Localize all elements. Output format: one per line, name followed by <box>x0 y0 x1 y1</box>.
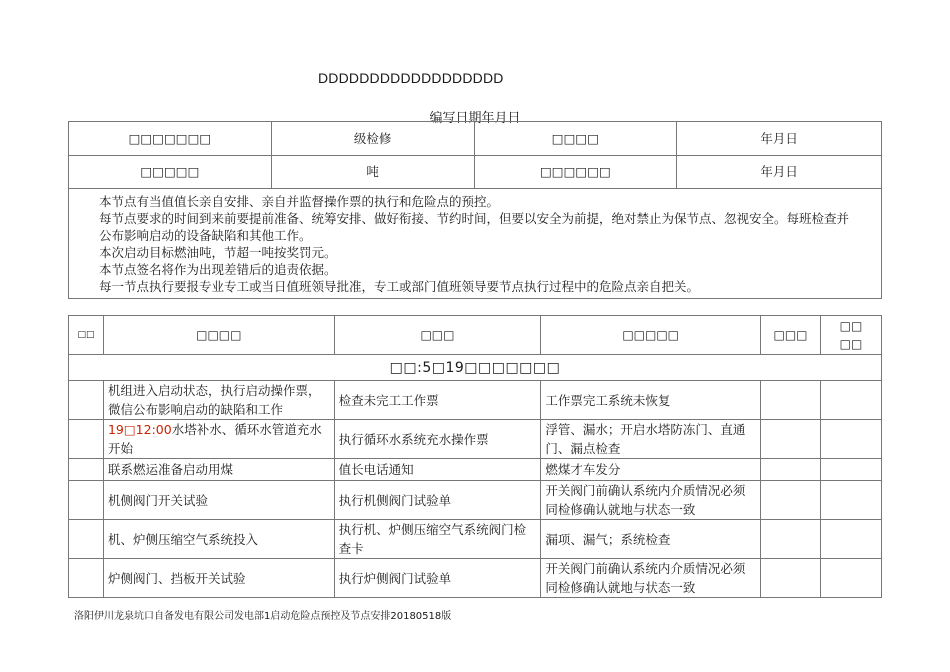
task-time: 19□12:00 <box>107 422 172 437</box>
document-date: 编写日期年月日 <box>429 111 521 126</box>
page-footer: 洛阳伊川龙泉坑口自备发电有限公司发电部1启动危险点预控及节点安排20180518版 <box>74 611 452 622</box>
task-cell: 联系燃运准备启动用煤 <box>103 459 334 481</box>
section-row <box>69 355 882 381</box>
note-line: 每一节点执行要报专业专工或当日值班领导批准，专工或部门值班领导要节点执行过程中的危险点亲自把关。 <box>99 278 700 294</box>
table-row <box>69 459 882 481</box>
table-row <box>69 420 882 459</box>
document-title: DDDDDDDDDDDDDDDDDD <box>318 70 504 86</box>
info-row <box>69 122 882 156</box>
measure-cell: 执行循环水系统充水操作票 <box>334 420 541 459</box>
header-cell <box>821 316 882 355</box>
risk-cell: 开关阀门前确认系统内介质情况必须同检修确认就地与状态一致 <box>541 559 761 598</box>
row-cell <box>821 420 882 459</box>
row-cell <box>69 459 104 481</box>
row-cell <box>69 420 104 459</box>
info-cell: 年月日 <box>677 122 882 156</box>
table-row <box>69 381 882 420</box>
measure-cell: 执行机侧阀门试验单 <box>334 481 541 520</box>
table-row <box>69 520 882 559</box>
risk-cell: 燃煤才车发分 <box>541 459 761 481</box>
row-cell <box>761 420 821 459</box>
row-cell <box>69 381 104 420</box>
task-cell: 机组进入启动状态，执行启动操作票，微信公布影响启动的缺陷和工作 <box>103 381 334 420</box>
note-line: 每节点要求的时间到来前要提前准备、统筹安排、做好衔接、节约时间，但要以安全为前提，绝对禁止为保节点、忽视安全。每班检查并公布影响启动的设备缺陷和其他工作。 <box>99 210 850 243</box>
header-row <box>69 316 882 355</box>
header-cell: □□□□□ <box>541 316 761 355</box>
info-cell: 吨 <box>271 156 474 189</box>
row-cell <box>821 381 882 420</box>
risk-cell: 工作票完工系统未恢复 <box>541 381 761 420</box>
info-row <box>69 156 882 189</box>
header-cell: □□□□ <box>103 316 334 355</box>
risk-cell: 开关阀门前确认系统内介质情况必须同检修确认就地与状态一致 <box>541 481 761 520</box>
risk-cell: 漏项、漏气；系统检查 <box>541 520 761 559</box>
info-cell: □□□□□ <box>69 156 272 189</box>
row-cell <box>69 559 104 598</box>
info-cell: □□□□□□ <box>474 156 677 189</box>
row-cell <box>761 520 821 559</box>
notes-cell <box>69 189 882 299</box>
info-cell: □□□□ <box>474 122 677 156</box>
row-cell <box>761 459 821 481</box>
task-text: 水塔补水、循环水管道充水开始 <box>107 422 322 456</box>
task-cell: 机、炉侧压缩空气系统投入 <box>103 520 334 559</box>
row-cell <box>761 481 821 520</box>
info-cell: □□□□□□□ <box>69 122 272 156</box>
task-cell: 炉侧阀门、挡板开关试验 <box>103 559 334 598</box>
table-row <box>69 481 882 520</box>
row-cell <box>69 520 104 559</box>
row-cell <box>821 481 882 520</box>
measure-cell: 执行机、炉侧压缩空气系统阀门检查卡 <box>334 520 541 559</box>
section-title: □□:5□19□□□□□□□ <box>69 355 882 381</box>
task-cell: 机侧阀门开关试验 <box>103 481 334 520</box>
row-cell <box>761 381 821 420</box>
info-cell: 级检修 <box>271 122 474 156</box>
info-table <box>68 121 882 299</box>
header-cell: □□ <box>69 316 104 355</box>
info-cell: 年月日 <box>677 156 882 189</box>
row-cell <box>821 520 882 559</box>
row-cell <box>821 459 882 481</box>
node-table <box>68 315 882 598</box>
header-cell: □□□ <box>334 316 541 355</box>
note-line: 本节点签名将作为出现差错后的追责依据。 <box>99 261 337 277</box>
note-line: 本次启动目标燃油吨，节超一吨按奖罚元。 <box>99 244 337 260</box>
row-cell <box>821 559 882 598</box>
header-cell: □□□ <box>761 316 821 355</box>
header-line: □□ <box>839 337 863 351</box>
measure-cell: 值长电话通知 <box>334 459 541 481</box>
row-cell <box>69 481 104 520</box>
row-cell <box>761 559 821 598</box>
note-line: 本节点有当值值长亲自安排、亲自并监督操作票的执行和危险点的预控。 <box>99 193 500 209</box>
notes-row <box>69 189 882 299</box>
table-row <box>69 559 882 598</box>
risk-cell: 浮管、漏水；开启水塔防冻门、直通门、漏点检查 <box>541 420 761 459</box>
measure-cell: 执行炉侧阀门试验单 <box>334 559 541 598</box>
task-cell <box>103 420 334 459</box>
header-line: □□ <box>839 319 863 333</box>
measure-cell: 检查未完工工作票 <box>334 381 541 420</box>
